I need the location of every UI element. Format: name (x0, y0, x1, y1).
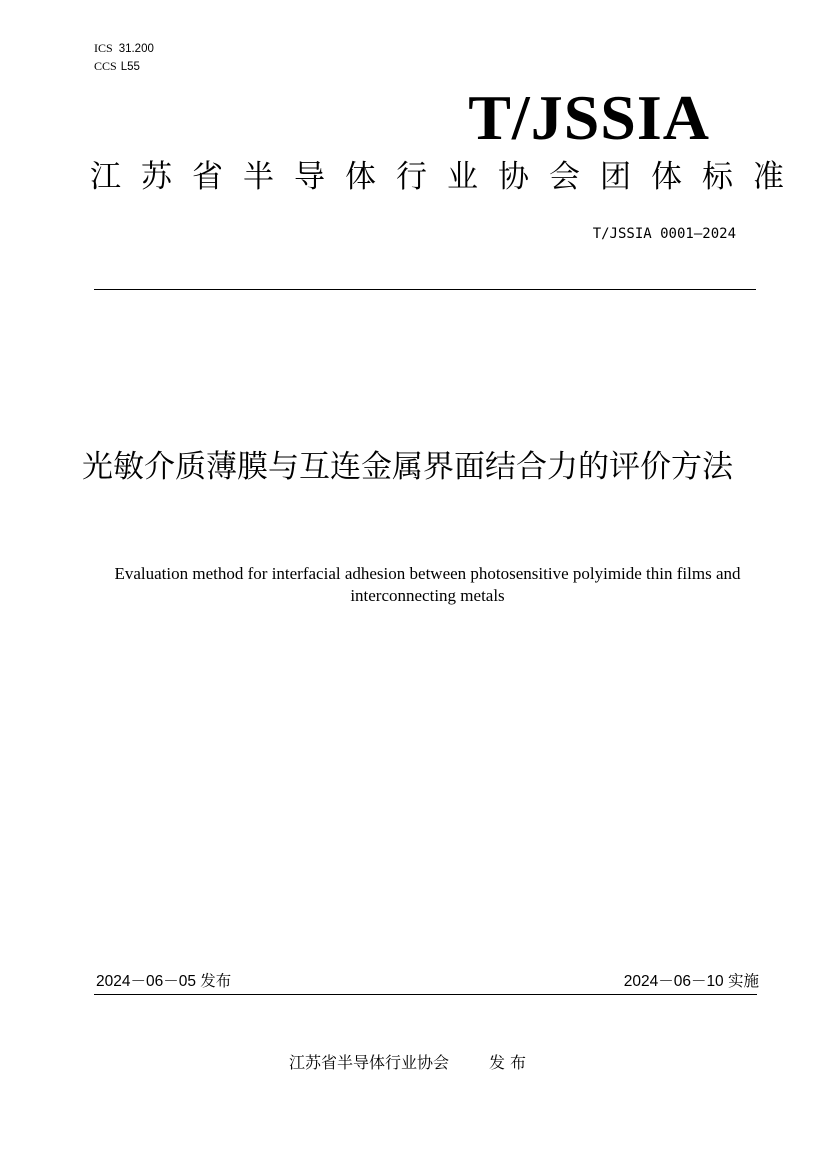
title-english: Evaluation method for interfacial adhesion between photosensitive polyimide thin films and interconnecting metals (114, 564, 741, 605)
implement-date: 2024－06－10 实施 (623, 973, 759, 990)
ccs-row (94, 58, 154, 76)
ics-row (94, 40, 154, 58)
publisher-name: 江苏省半导体行业协会 (288, 1053, 449, 1072)
org-name: 江苏省半导体行业协会团体标准 (90, 159, 804, 195)
classification-block (94, 40, 154, 76)
publisher-line (200, 1052, 615, 1074)
org-code: T/JSSIA (468, 82, 710, 153)
ccs-label: CCS (94, 59, 117, 73)
ics-label: ICS (94, 41, 113, 55)
title-chinese: 光敏介质薄膜与互连金属界面结合力的评价方法 (82, 449, 733, 485)
ccs-value: L55 (120, 61, 140, 73)
publish-date: 2024－06－05 发布 (96, 973, 232, 990)
top-divider (94, 289, 756, 290)
bottom-divider (94, 994, 757, 995)
publish-action: 发 布 (488, 1053, 527, 1072)
ics-value: 31.200 (118, 43, 154, 55)
standard-number: T/JSSIA 0001—2024 (592, 226, 736, 242)
